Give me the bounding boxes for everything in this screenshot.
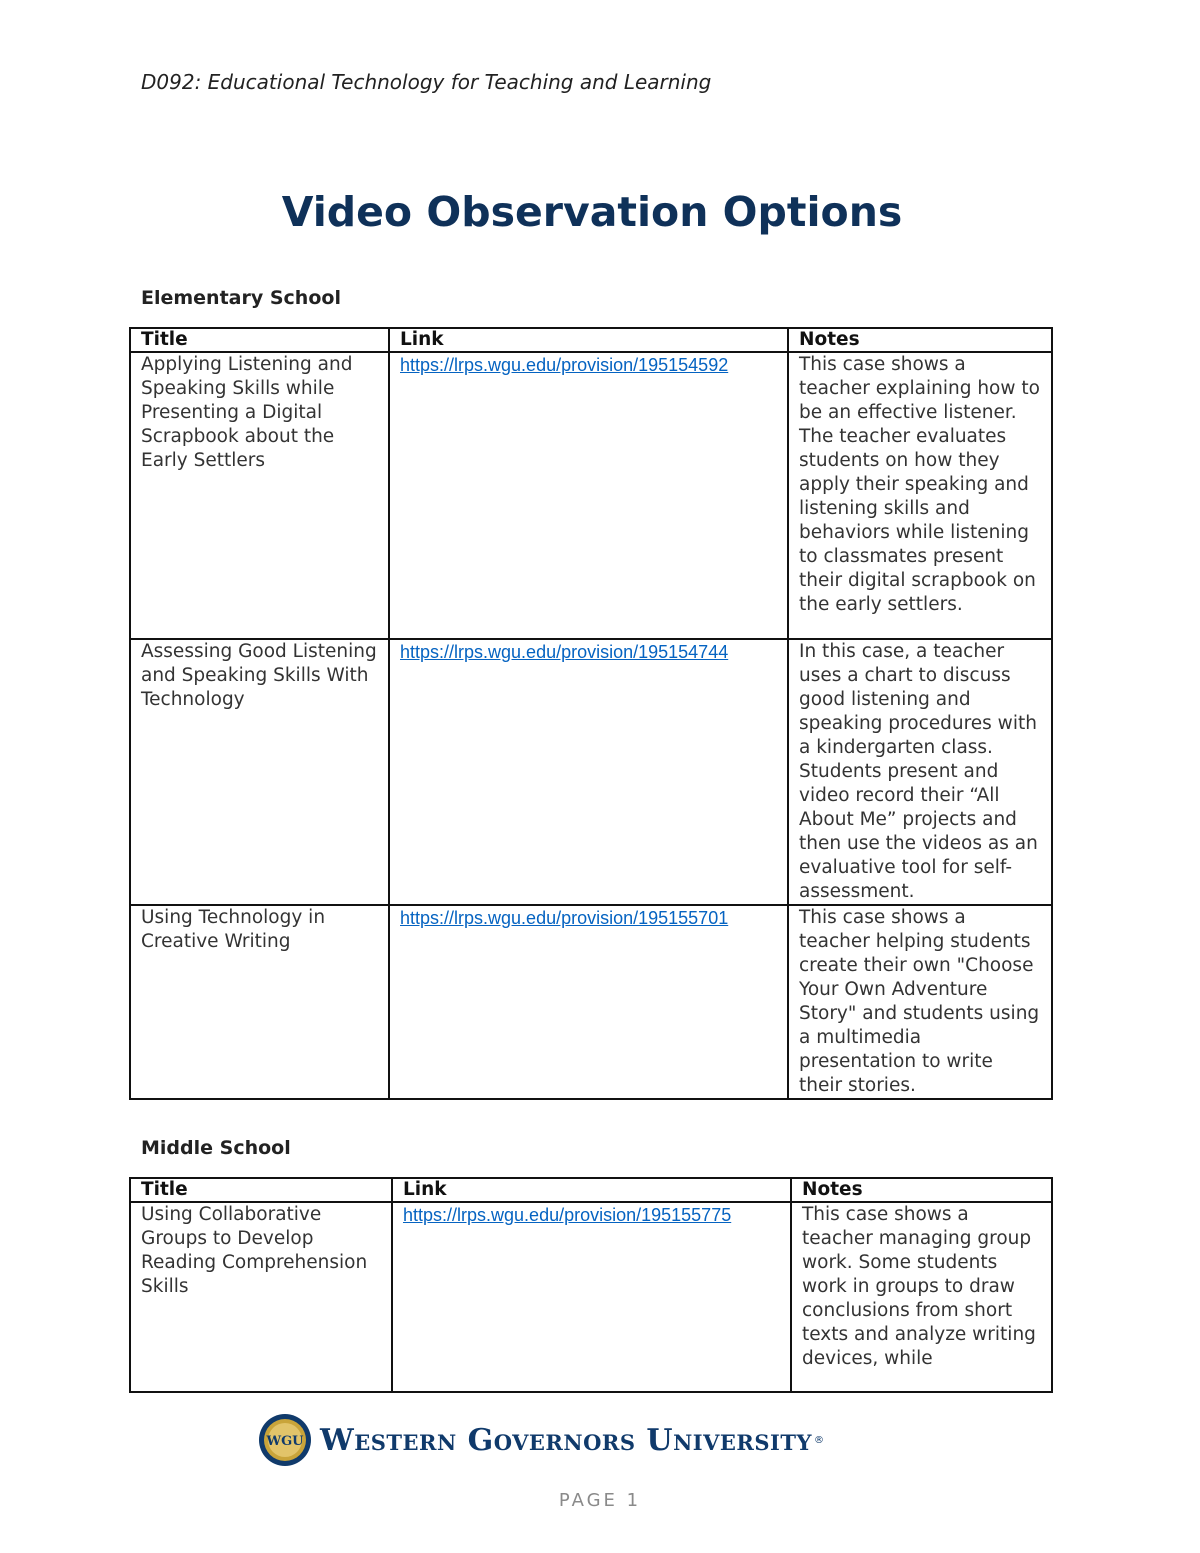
column-header-title: Title <box>130 328 389 352</box>
video-title-cell: Using Technology in Creative Writing <box>130 905 389 1099</box>
video-link-cell <box>389 352 788 639</box>
trademark-symbol: ® <box>813 1434 824 1446</box>
video-notes-cell: This case shows a teacher explaining how to be an effective listener. The teacher evaluates students on how they apply their speaking and listening skills and behaviors while listening to classmates present their digital scrapbook on the early settlers. <box>788 352 1052 639</box>
video-link[interactable]: https://lrps.wgu.edu/provision/195154592 <box>400 355 729 375</box>
university-wordmark: Western Governors University <box>320 1422 812 1458</box>
column-header-title: Title <box>130 1178 392 1202</box>
middle-video-table <box>129 1177 1053 1393</box>
section-heading-elementary: Elementary School <box>141 287 341 309</box>
table-header-row <box>130 1178 1052 1202</box>
table-row <box>130 639 1052 905</box>
running-header: D092: Educational Technology for Teaching and Learning <box>141 70 712 94</box>
university-logo <box>258 1412 824 1468</box>
video-notes-cell: In this case, a teacher uses a chart to discuss good listening and speaking procedures with a kindergarten class. Students present and video record their “All About Me” projects and then use the videos as an evaluative tool for self-assessment. <box>788 639 1052 905</box>
video-title-cell: Applying Listening and Speaking Skills while Presenting a Digital Scrapbook about the Early Settlers <box>130 352 389 639</box>
elementary-video-table <box>129 327 1053 1100</box>
table-header-row <box>130 328 1052 352</box>
column-header-notes: Notes <box>788 328 1052 352</box>
table-row <box>130 352 1052 639</box>
column-header-notes: Notes <box>791 1178 1052 1202</box>
table-row <box>130 1202 1052 1392</box>
video-link[interactable]: https://lrps.wgu.edu/provision/195154744 <box>400 642 729 662</box>
video-notes-cell: This case shows a teacher managing group work. Some students work in groups to draw conclusions from short texts and analyze writing devices, while <box>791 1202 1052 1392</box>
video-link-cell <box>389 905 788 1099</box>
page-number: PAGE 1 <box>558 1490 642 1511</box>
seal-monogram: WGU <box>266 1434 304 1449</box>
video-title-cell: Using Collaborative Groups to Develop Reading Comprehension Skills <box>130 1202 392 1392</box>
video-notes-cell: This case shows a teacher helping students create their own "Choose Your Own Adventure Story" and students using a multimedia presentation to write their stories. <box>788 905 1052 1099</box>
section-heading-middle: Middle School <box>141 1137 291 1159</box>
video-link-cell <box>392 1202 791 1392</box>
column-header-link: Link <box>392 1178 791 1202</box>
video-link[interactable]: https://lrps.wgu.edu/provision/195155775 <box>403 1205 732 1225</box>
video-link-cell <box>389 639 788 905</box>
column-header-link: Link <box>389 328 788 352</box>
university-seal-icon <box>258 1413 312 1467</box>
video-link[interactable]: https://lrps.wgu.edu/provision/195155701 <box>400 908 729 928</box>
table-row <box>130 905 1052 1099</box>
video-title-cell: Assessing Good Listening and Speaking Skills With Technology <box>130 639 389 905</box>
page-title: Video Observation Options <box>281 188 903 236</box>
